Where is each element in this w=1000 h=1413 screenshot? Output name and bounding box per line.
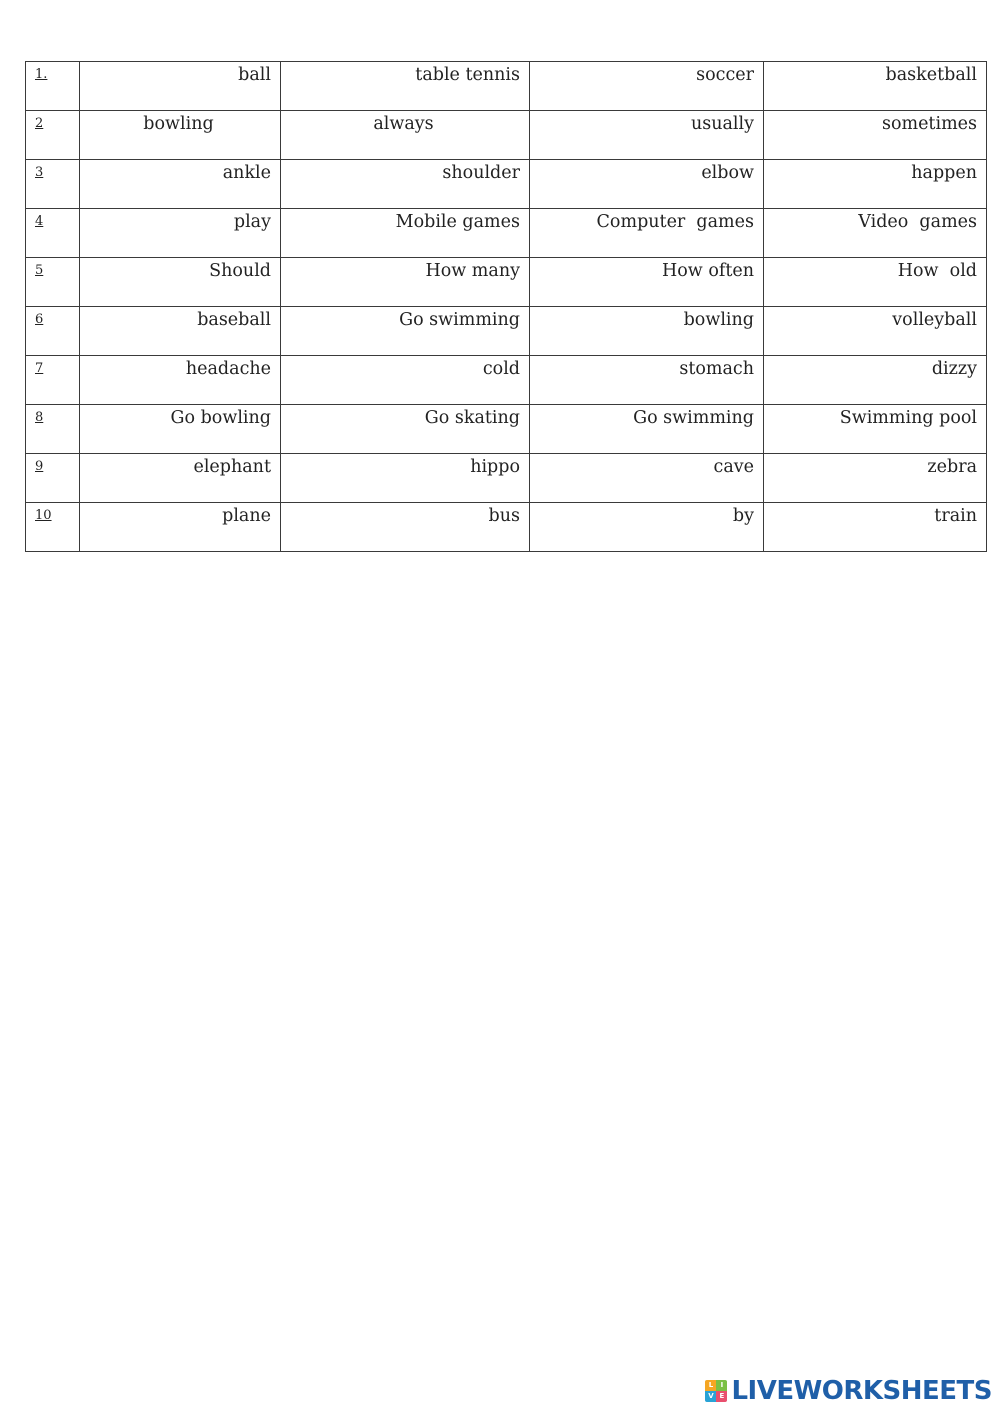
word-option-cell[interactable] xyxy=(281,209,530,258)
table-row xyxy=(26,209,987,258)
table-row xyxy=(26,503,987,552)
word-option-cell[interactable] xyxy=(80,503,281,552)
row-number: 3 xyxy=(26,160,80,209)
word-option-cell[interactable] xyxy=(764,356,987,405)
table-row xyxy=(26,356,987,405)
table-row xyxy=(26,62,987,111)
word-option: ankle xyxy=(222,163,271,183)
brand-name: LIVEWORKSHEETS xyxy=(731,1376,992,1406)
liveworksheets-logo-icon xyxy=(705,1380,727,1402)
word-option: How often xyxy=(661,261,754,281)
logo-letter: L xyxy=(705,1380,716,1391)
table-row xyxy=(26,160,987,209)
word-option: hippo xyxy=(470,457,520,477)
word-option: elephant xyxy=(193,457,271,477)
word-option: Go swimming xyxy=(633,408,754,428)
word-option-cell[interactable] xyxy=(281,62,530,111)
word-option-cell[interactable] xyxy=(530,307,764,356)
word-option-cell[interactable] xyxy=(80,307,281,356)
word-option: Go swimming xyxy=(399,310,520,330)
word-option: by xyxy=(732,506,754,526)
word-option-cell[interactable] xyxy=(530,405,764,454)
word-option-cell[interactable] xyxy=(281,160,530,209)
row-number: 9 xyxy=(26,454,80,503)
word-option-cell[interactable] xyxy=(530,62,764,111)
word-option-cell[interactable] xyxy=(80,405,281,454)
word-option: bowling xyxy=(683,310,754,330)
word-option: shoulder xyxy=(442,163,520,183)
word-option-cell[interactable] xyxy=(764,454,987,503)
word-option: plane xyxy=(222,506,271,526)
table-row xyxy=(26,258,987,307)
word-option: elbow xyxy=(701,163,754,183)
word-option-cell[interactable] xyxy=(530,111,764,160)
word-option: soccer xyxy=(696,65,754,85)
word-option: train xyxy=(934,506,977,526)
word-option: zebra xyxy=(927,457,977,477)
word-option: Go skating xyxy=(424,408,520,428)
word-option-cell[interactable] xyxy=(281,454,530,503)
word-option-cell[interactable] xyxy=(764,160,987,209)
word-option-cell[interactable] xyxy=(281,307,530,356)
word-option-cell[interactable] xyxy=(281,258,530,307)
word-option-cell[interactable] xyxy=(764,307,987,356)
word-option: happen xyxy=(911,163,977,183)
table-row xyxy=(26,307,987,356)
row-number: 6 xyxy=(26,307,80,356)
word-option-cell[interactable] xyxy=(80,258,281,307)
word-option-cell[interactable] xyxy=(764,209,987,258)
word-option: sometimes xyxy=(881,114,977,134)
word-option-cell[interactable] xyxy=(530,258,764,307)
word-option-cell[interactable] xyxy=(764,62,987,111)
table-row xyxy=(26,111,987,160)
row-number: 8 xyxy=(26,405,80,454)
table-row xyxy=(26,405,987,454)
word-option-cell[interactable] xyxy=(764,111,987,160)
word-option: How old xyxy=(897,261,977,281)
word-option-cell[interactable] xyxy=(764,503,987,552)
logo-letter: E xyxy=(716,1391,727,1402)
word-option: cave xyxy=(713,457,754,477)
liveworksheets-brand xyxy=(705,1377,992,1405)
row-number: 2 xyxy=(26,111,80,160)
word-option-cell[interactable] xyxy=(80,62,281,111)
word-option: ball xyxy=(238,65,271,85)
word-option-cell[interactable] xyxy=(281,356,530,405)
word-option: Mobile games xyxy=(395,212,520,232)
word-option-cell[interactable] xyxy=(80,356,281,405)
word-option: bowling xyxy=(143,114,214,134)
word-option: How many xyxy=(425,261,520,281)
word-option-cell[interactable] xyxy=(530,209,764,258)
word-option-cell[interactable] xyxy=(80,454,281,503)
word-option-cell[interactable] xyxy=(764,405,987,454)
word-option-cell[interactable] xyxy=(530,454,764,503)
word-option-cell[interactable] xyxy=(764,258,987,307)
word-option: Computer games xyxy=(596,212,754,232)
word-option: usually xyxy=(690,114,754,134)
word-option-cell[interactable] xyxy=(80,111,281,160)
word-option: bus xyxy=(488,506,520,526)
logo-letter: V xyxy=(705,1391,716,1402)
word-option-cell[interactable] xyxy=(281,405,530,454)
word-option-cell[interactable] xyxy=(530,503,764,552)
word-option: volleyball xyxy=(892,310,977,330)
word-option: basketball xyxy=(885,65,977,85)
row-number: 4 xyxy=(26,209,80,258)
row-number: 5 xyxy=(26,258,80,307)
logo-letter: I xyxy=(716,1380,727,1391)
word-option: table tennis xyxy=(415,65,520,85)
row-number: 1. xyxy=(26,62,80,111)
word-option: stomach xyxy=(679,359,754,379)
word-option: Swimming pool xyxy=(839,408,977,428)
word-option: Go bowling xyxy=(170,408,271,428)
word-option-cell[interactable] xyxy=(281,111,530,160)
word-option-cell[interactable] xyxy=(80,209,281,258)
word-option-cell[interactable] xyxy=(281,503,530,552)
word-odd-one-out-table xyxy=(25,61,987,552)
word-option: headache xyxy=(185,359,271,379)
table-row xyxy=(26,454,987,503)
word-option: dizzy xyxy=(931,359,977,379)
row-number: 10 xyxy=(26,503,80,552)
word-option: play xyxy=(233,212,271,232)
word-option-cell[interactable] xyxy=(80,160,281,209)
word-option-cell[interactable] xyxy=(530,356,764,405)
word-option: cold xyxy=(482,359,520,379)
word-option: Video games xyxy=(858,212,977,232)
word-option: always xyxy=(373,114,434,134)
word-option-cell[interactable] xyxy=(530,160,764,209)
row-number: 7 xyxy=(26,356,80,405)
word-option: Should xyxy=(209,261,271,281)
word-option: baseball xyxy=(197,310,271,330)
